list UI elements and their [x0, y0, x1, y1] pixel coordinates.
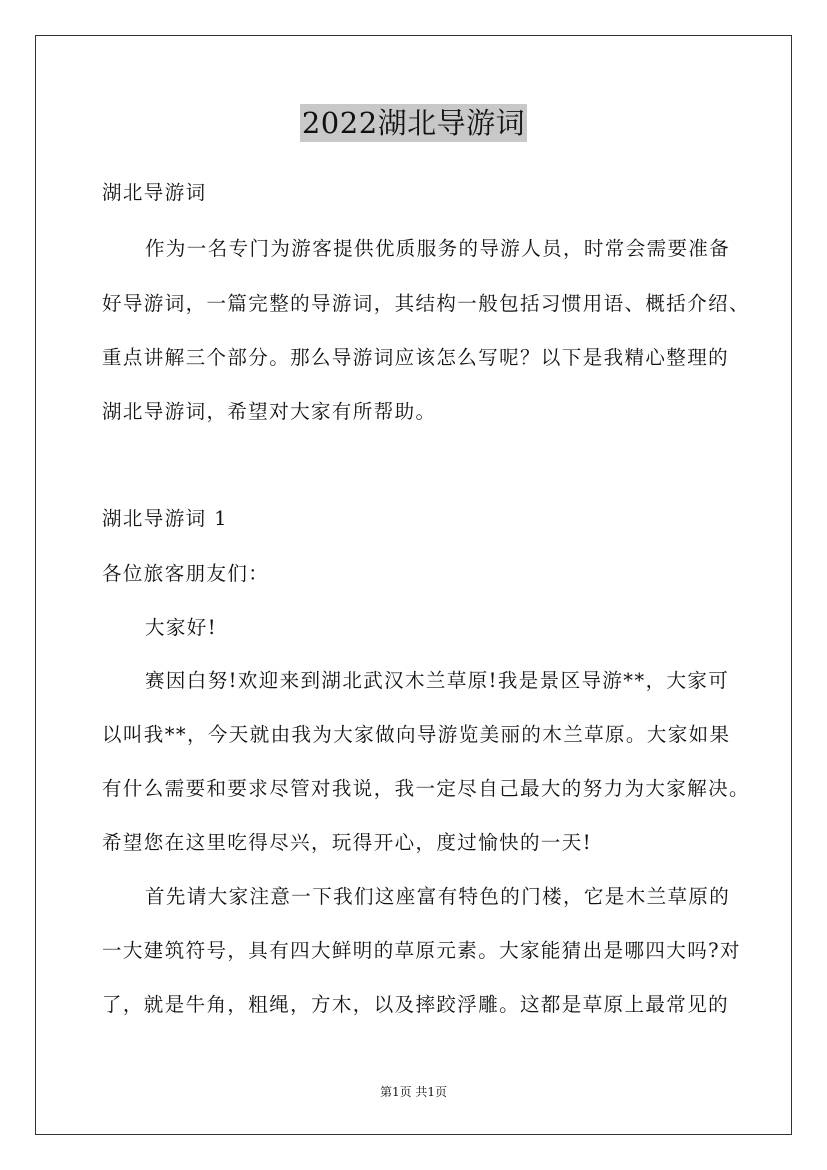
paragraph-line: 湖北导游词，希望对大家有所帮助。 [102, 400, 437, 423]
paragraph-line: 赛因白努!欢迎来到湖北武汉木兰草原!我是景区导游**，大家可 [145, 669, 730, 692]
section-heading: 湖北导游词 1 [102, 507, 228, 530]
title-container [0, 104, 827, 142]
section-heading: 湖北导游词 [102, 181, 207, 204]
paragraph-line: 作为一名专门为游客提供优质服务的导游人员，时常会需要准备 [145, 237, 731, 260]
paragraph-line: 有什么需要和要求尽管对我说，我一定尽自己最大的努力为大家解决。 [102, 777, 750, 800]
paragraph-line: 一大建筑符号，具有四大鲜明的草原元素。大家能猜出是哪四大吗?对 [102, 939, 741, 962]
paragraph-line: 以叫我**，今天就由我为大家做向导游览美丽的木兰草原。大家如果 [102, 723, 731, 746]
paragraph-line: 了，就是牛角，粗绳，方木，以及摔跤浮雕。这都是草原上最常见的 [102, 993, 730, 1016]
paragraph-line: 重点讲解三个部分。那么导游词应该怎么写呢？以下是我精心整理的 [102, 346, 730, 369]
paragraph-line: 希望您在这里吃得尽兴，玩得开心，度过愉快的一天! [102, 831, 592, 854]
paragraph-line: 好导游词，一篇完整的导游词，其结构一般包括习惯用语、概括介绍、 [102, 292, 750, 315]
paragraph-line: 首先请大家注意一下我们这座富有特色的门楼，它是木兰草原的 [145, 885, 731, 908]
document-title: 2022湖北导游词 [301, 106, 526, 140]
page-footer: 第1页 共1页 [379, 1085, 448, 1099]
salutation-line: 各位旅客朋友们： [102, 562, 270, 585]
greeting-line: 大家好! [145, 616, 217, 639]
